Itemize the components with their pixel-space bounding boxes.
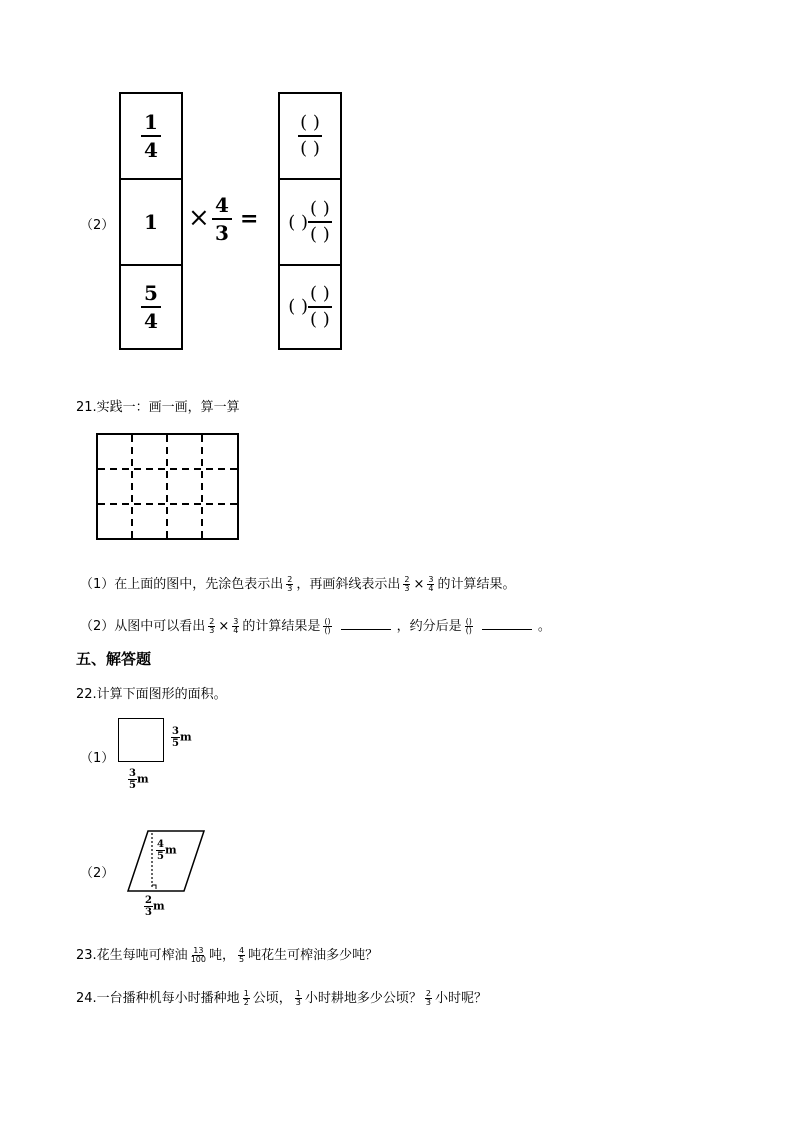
q24-mid2: 小时耕地多少公顷？ [304,991,422,1006]
den: () [324,626,331,635]
num: 4 [238,946,245,955]
frac-4-5 [238,947,245,964]
q21-p2-mid: 的计算结果是 [242,619,321,634]
den: 3 [295,998,301,1007]
cell3-num: 5 [141,280,161,308]
answer1-num: ( ) [298,111,322,137]
q22-p1-label: （1） [80,751,115,766]
q21-part2 [80,615,551,635]
num: 4 [157,839,164,850]
den: 3 [404,584,410,593]
den: 2 [243,998,249,1007]
den: 5 [238,955,245,964]
multiplier-den: 3 [215,221,229,245]
q21-p2-mid2: ，约分后是 [396,619,462,634]
frac-1-3 [295,990,302,1007]
den: 3 [425,998,431,1007]
num: () [324,617,331,626]
cell1-num: 1 [141,109,161,137]
num: 13 [193,946,204,955]
den: 3 [209,626,215,635]
left-cell-1 [121,94,181,180]
num: 2 [209,617,215,626]
answer2-num: ( ) [308,197,332,223]
square-side-label-bottom [128,768,149,791]
cell3-den: 4 [144,308,158,333]
answer2-whole: ( ) [288,211,308,233]
left-cell-3 [121,266,181,347]
q21-p1-prefix: （1）在上面的图中，先涂色表示出 [80,577,284,592]
cell1-den: 4 [144,138,158,162]
left-cell-2 [121,180,181,266]
multiplier-num: 4 [212,192,232,220]
para-height-label [156,839,177,862]
den: 3 [287,584,293,593]
blank-fraction [465,618,473,635]
q24-suffix: 小时呢？ [435,991,488,1006]
answer-blank-1[interactable] [341,618,391,630]
q21-title: 21.实践一：画一画，算一算 [76,400,240,415]
q20-part2-label: （2） [80,218,115,233]
den: 5 [129,780,136,791]
answer-cell-3[interactable] [280,266,340,347]
grid-rectangle[interactable] [96,433,240,541]
answer1-den: ( ) [300,138,320,159]
den: 100 [190,955,206,964]
den: 3 [145,907,152,918]
frac-2-3 [286,576,293,593]
num: 3 [233,617,239,626]
unit: m [152,899,165,913]
answer2-den: ( ) [310,224,330,245]
q21-p2-suffix: 。 [537,619,551,634]
q21-p1-mid: ，再画斜线表示出 [296,577,401,592]
frac-2-3 [208,618,215,635]
frac-1-2 [243,990,250,1007]
num: 2 [145,895,152,906]
frac-3-4 [427,576,434,593]
cell2-whole: 1 [144,210,158,234]
den: 5 [157,851,164,862]
answer-cell-1[interactable] [280,94,340,180]
den: 4 [428,584,434,593]
num: 3 [172,726,179,737]
answer3-num: ( ) [308,282,332,308]
unit: m [179,730,192,744]
num: 2 [287,575,293,584]
num: 1 [295,989,301,998]
frac-2-3 [425,990,432,1007]
times: × [413,577,425,592]
answer3-whole: ( ) [288,296,308,317]
answer-cell-2[interactable] [280,180,340,266]
q24-text [76,987,487,1007]
q23-prefix: 23.花生每吨可榨油 [76,948,188,963]
q23-text [76,944,378,964]
equals-sign: = [240,206,259,232]
blank-fraction [323,618,331,635]
q22-p2-label: （2） [80,866,115,881]
num: 3 [129,768,136,779]
answer-column [278,92,342,350]
den: 4 [233,626,239,635]
frac-3-4 [232,618,239,635]
num: 1 [243,989,249,998]
den: 5 [172,738,179,749]
multiplier-fraction [212,192,232,246]
frac-13-100 [191,947,206,964]
num: () [465,617,472,626]
q24-mid1: 公顷， [252,991,292,1006]
unit: m [136,772,149,786]
left-fraction-column [119,92,183,350]
q22-title: 22.计算下面图形的面积。 [76,687,227,702]
answer3-den: ( ) [310,308,330,330]
q21-p1-suffix: 的计算结果。 [437,577,516,592]
q24-prefix: 24.一台播种机每小时播种地 [76,991,240,1006]
answer-blank-2[interactable] [482,618,532,630]
den: () [465,626,472,635]
section-title: 五、解答题 [76,650,152,668]
unit: m [164,843,177,857]
square-shape [118,718,164,762]
num: 2 [404,575,410,584]
q21-p2-prefix: （2）从图中可以看出 [80,619,206,634]
q23-suffix: 吨花生可榨油多少吨？ [248,948,379,963]
frac-2-3 [403,576,410,593]
q21-part1 [80,573,516,593]
times: × [218,619,230,634]
square-side-label-right [171,726,192,749]
num: 3 [428,575,434,584]
times-sign: × [188,203,210,233]
para-base-label [144,895,165,918]
q23-mid: 吨， [208,948,235,963]
num: 2 [425,989,431,998]
